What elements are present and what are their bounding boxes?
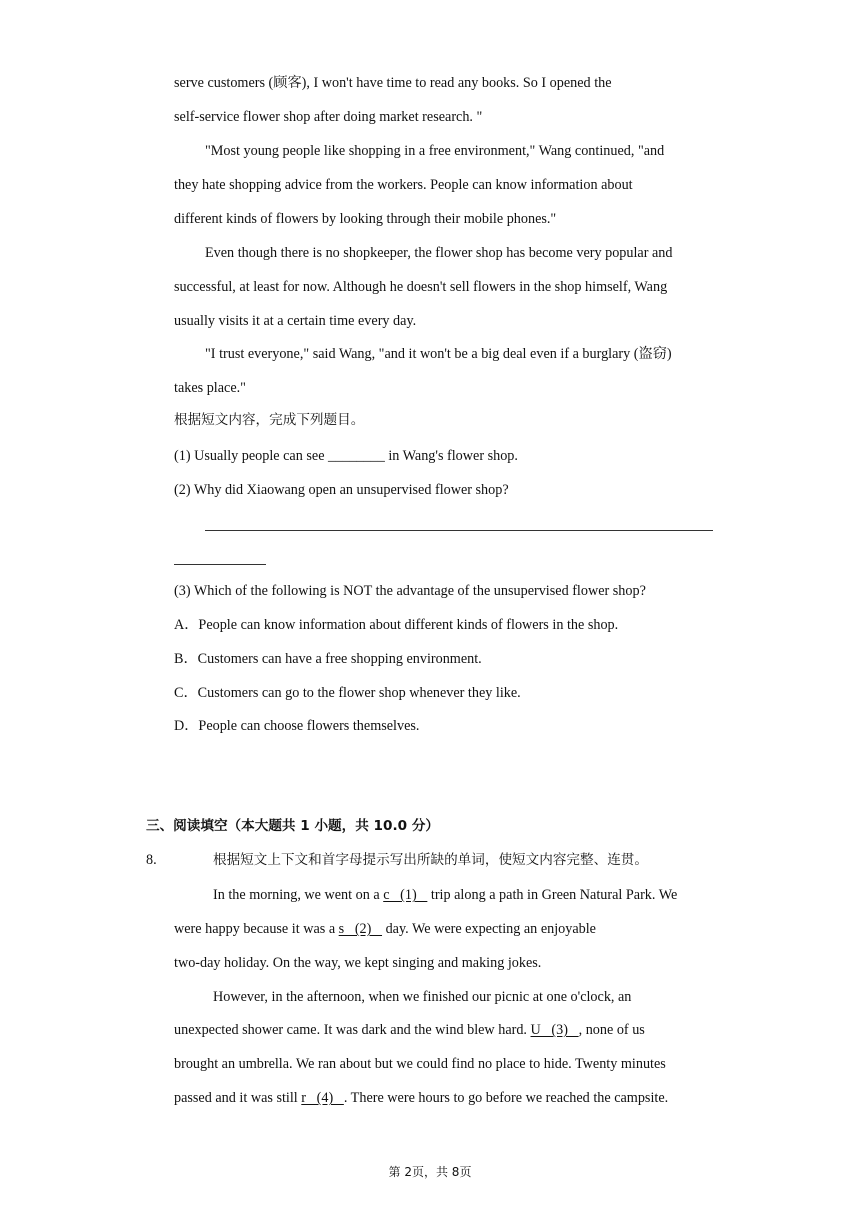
passage-line: Even though there is no shopkeeper, the flower shop has become very popular and <box>205 245 673 261</box>
option-d: D．People can choose flowers themselves. <box>174 718 420 734</box>
cloze-text: unexpected shower came. It was dark and the wind blew hard. <box>174 1022 531 1038</box>
cloze-text: day. We were expecting an enjoyable <box>382 921 596 937</box>
blank-3: U (3) <box>530 1022 579 1038</box>
cloze-line <box>213 885 677 905</box>
answer-line <box>174 564 266 565</box>
cloze-text: , none of us <box>578 1022 645 1038</box>
page-footer: 第 2页，共 8页 <box>388 1165 472 1179</box>
passage-line: successful, at least for now. Although he doesn't sell flowers in the shop himself, Wang <box>174 279 668 295</box>
cloze-text: . There were hours to go before we reached the campsite. <box>343 1090 669 1106</box>
cloze-instruction: 根据短文上下文和首字母提示写出所缺的单词，使短文内容完整、连贯。 <box>213 852 648 868</box>
cloze-text: trip along a path in Green Natural Park. We <box>427 887 678 903</box>
cloze-text: passed and it was still <box>174 1090 302 1106</box>
question-number: 8. <box>146 852 157 868</box>
passage-line: takes place." <box>174 380 246 396</box>
cloze-line: two-day holiday. On the way, we kept singing and making jokes. <box>174 955 542 971</box>
passage-line: "I trust everyone," said Wang, "and it won't be a big deal even if a burglary (盗窃) <box>205 346 672 362</box>
question-1: (1) Usually people can see ________ in Wang's flower shop. <box>174 448 518 464</box>
option-c: C．Customers can go to the flower shop whenever they like. <box>174 685 521 701</box>
answer-line <box>205 530 713 531</box>
section-heading: 三、阅读填空（本大题共 1 小题，共 10.0 分） <box>146 818 440 834</box>
cloze-line <box>174 1088 668 1108</box>
passage-line: they hate shopping advice from the workers. People can know information about <box>174 177 633 193</box>
blank-2: s (2) <box>338 921 383 937</box>
passage-line: self-service flower shop after doing market research. " <box>174 109 483 125</box>
passage-line: different kinds of flowers by looking through their mobile phones." <box>174 211 557 227</box>
passage-line: usually visits it at a certain time every day. <box>174 313 417 329</box>
questions-instruction: 根据短文内容，完成下列题目。 <box>174 412 365 428</box>
option-b: B．Customers can have a free shopping environment. <box>174 651 482 667</box>
blank-4: r (4) <box>301 1090 344 1106</box>
cloze-line <box>174 919 596 939</box>
question-3: (3) Which of the following is NOT the advantage of the unsupervised flower shop? <box>174 583 646 599</box>
option-a: A．People can know information about different kinds of flowers in the shop. <box>174 617 619 633</box>
cloze-line: However, in the afternoon, when we finished our picnic at one o'clock, an <box>213 989 632 1005</box>
passage-line: serve customers (顾客), I won't have time to read any books. So I opened the <box>174 75 612 91</box>
cloze-line <box>174 1020 645 1040</box>
cloze-text: In the morning, we went on a <box>213 887 384 903</box>
blank-1: c (1) <box>383 887 428 903</box>
cloze-line: brought an umbrella. We ran about but we could find no place to hide. Twenty minutes <box>174 1056 666 1072</box>
passage-line: "Most young people like shopping in a free environment," Wang continued, "and <box>205 143 665 159</box>
cloze-text: were happy because it was a <box>174 921 339 937</box>
question-2: (2) Why did Xiaowang open an unsupervised flower shop? <box>174 482 509 498</box>
